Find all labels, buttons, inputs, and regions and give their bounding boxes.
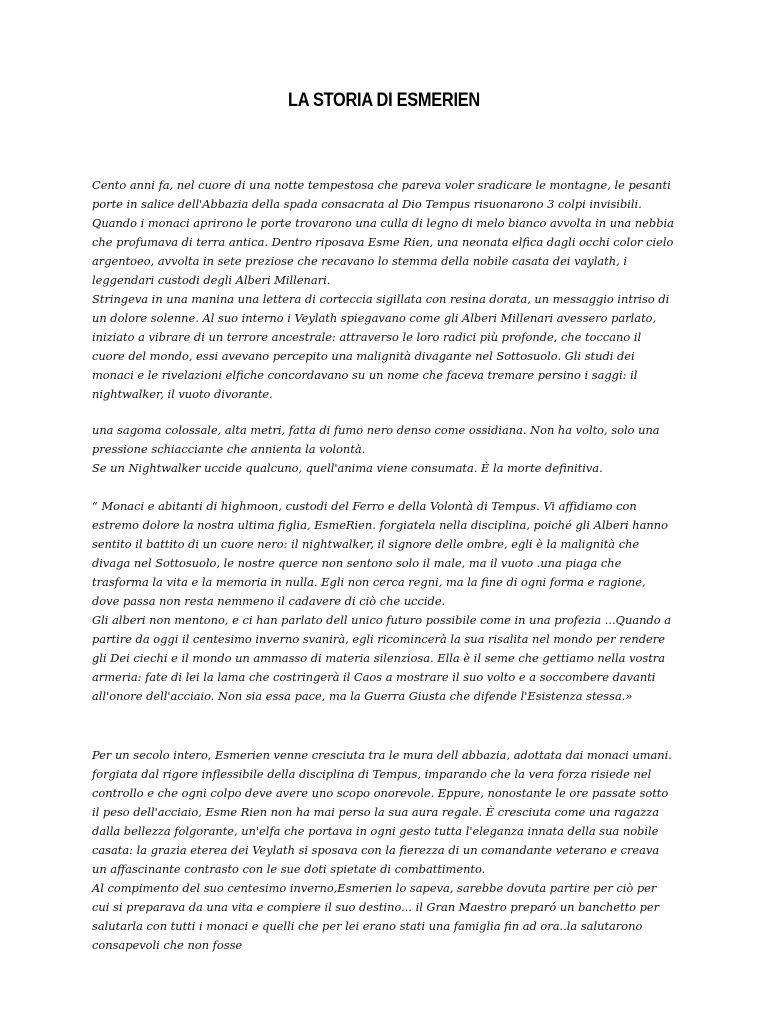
paragraph-spacer xyxy=(92,706,676,746)
paragraph: Stringeva in una manina una lettera di corteccia sigillata con resina dorata, un messaggio intriso di un dolore solenne. Al suo interno i Veylath spiegavano come gli Alberi Millenari avessero parlato, iniziato a vibrare di un terrore ancestrale: attraverso le loro radici più profonde, che toccano il cuore del mondo, essi avevano percepito una malignità divagante nel Sottosuolo. Gli studi dei monaci e le rivelazioni elfiche concordavano su un nome che faceva tremare persino i saggi: il nightwalker, il vuoto divorante. xyxy=(92,292,670,401)
paragraph: una sagoma colossale, alta metri, fatta di fumo nero denso come ossidiana. Non ha volto, solo una pressione schiacciante che annienta la volontà. xyxy=(92,423,660,456)
paragraph: Al compimento del suo centesimo inverno,Esmerien lo sapeva, sarebbe dovuta partire per ciò per cui si preparava da una vita e compiere il suo destino... il Gran Maestro preparó un banchetto per salutarla con tutti i monaci e quelli che per lei erano stati una famiglia fin ad ora..la salutarono consapevoli che non fosse xyxy=(92,881,660,952)
paragraph: Cento anni fa, nel cuore di una notte tempestosa che pareva voler sradicare le montagne, le pesanti porte in salice dell'Abbazia della spada consacrata al Dio Tempus risuonarono 3 colpi invisibili. Quando i monaci aprirono le porte trovarono una culla di legno di melo bianco avvolta in una nebbia che profumava di terra antica. Dentro riposava Esme Rien, una neonata elfica dagli occhi color cielo argentoeo, avvolta in sete preziose che recavano lo stemma della nobile casata dei vaylath, i leggendari custodi degli Alberi Millenari. xyxy=(92,178,674,287)
page-title: LA STORIA DI ESMERIEN xyxy=(288,90,480,111)
paragraph: Se un Nightwalker uccide qualcuno, quell'anima viene consumata. È la morte definitiva. xyxy=(92,461,603,475)
paragraph-spacer xyxy=(92,478,676,497)
document-body xyxy=(92,176,676,955)
paragraph: Gli alberi non mentono, e ci han parlato dell unico futuro possibile come in una profezia ...Quando a partire da oggi il centesimo inverno svanirà, egli ricomincerà la sua risalita nel mondo per rendere gli Dei ciechi e il mondo un ammasso di materia silenziosa. Ella è il seme che gettiamo nella vostra armeria: fate di lei la lama che costringerà il Caos a mostrare il suo volto e a soccombere davanti all'onore dell'acciaio. Non sia essa pace, ma la Guerra Giusta che difende l'Esistenza stessa.» xyxy=(92,613,672,703)
paragraph: Per un secolo intero, Esmerien venne cresciuta tra le mura dell abbazia, adottata dai monaci umani. forgiata dal rigore inflessibile della disciplina di Tempus, imparando che la vera forza risiede nel controllo e che ogni colpo deve avere uno scopo onorevole. Eppure, nonostante le ore passate sotto il peso dell'acciaio, Esme Rien non ha mai perso la sua aura regale. È cresciuta come una ragazza dalla bellezza folgorante, un'elfa che portava in ogni gesto tutta l'eleganza innata della sua nobile casata: la grazia eterea dei Veylath si sposava con la fierezza di un comandante veterano e creava un affascinante contrasto con le sue doti spietate di combattimento. xyxy=(92,748,672,876)
paragraph: “ Monaci e abitanti di highmoon, custodi del Ferro e della Volontà di Tempus. Vi affidiamo con estremo dolore la nostra ultima figlia, EsmeRien. forgiatela nella disciplina, poiché gli Alberi hanno sentito il battito di un cuore nero: il nightwalker, il signore delle ombre, egli è la malignità che divaga nel Sottosuolo, le nostre querce non sentono solo il male, ma il vuoto .una piaga che trasforma la vita e la memoria in nulla. Egli non cerca regni, ma la fine di ogni forma e ragione, dove passa non resta nemmeno il cadavere di ciò che uccide. xyxy=(92,499,668,608)
paragraph-spacer xyxy=(92,404,676,421)
